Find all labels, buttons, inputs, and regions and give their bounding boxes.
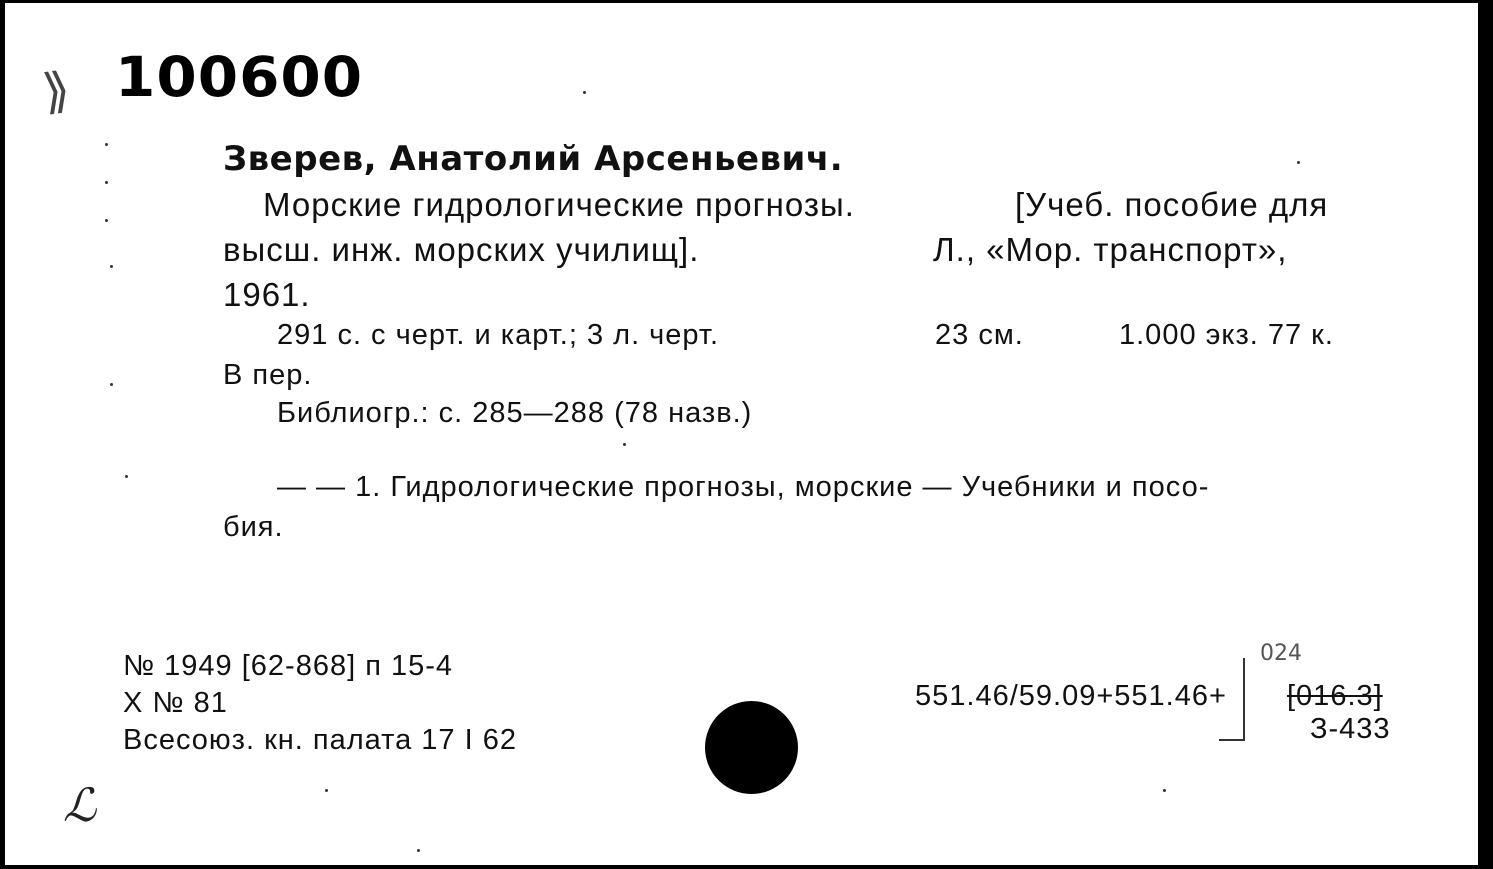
binding: В пер. — [223, 359, 313, 391]
pages: 291 с. с черт. и карт.; 3 л. черт. — [277, 319, 720, 351]
publisher: Л., «Мор. транспорт», — [933, 231, 1288, 268]
speck — [105, 181, 108, 184]
subject-line1: — — 1. Гидрологические прогнозы, морские — Учебники и посо- — [277, 471, 1210, 503]
speck — [417, 849, 420, 852]
year: 1961. — [223, 276, 311, 313]
speck — [325, 789, 328, 792]
handwritten-mark-icon: ⟫ — [39, 61, 74, 121]
udc-corrected: [016.3] — [1287, 680, 1383, 712]
footer-line1: № 1949 [62-868] п 15-4 — [123, 650, 454, 682]
copies-price: 1.000 экз. 77 к. — [1119, 319, 1334, 351]
speck — [105, 219, 108, 222]
speck — [1163, 789, 1166, 792]
speck — [110, 265, 113, 268]
speck — [623, 443, 626, 446]
speck — [1297, 161, 1300, 164]
size: 23 см. — [935, 319, 1024, 351]
bibliography: Библиогр.: с. 285—288 (78 назв.) — [277, 397, 753, 429]
accession-number: 100600 — [115, 44, 364, 110]
bracket-mark-base — [1219, 739, 1245, 741]
bracket-mark — [1243, 658, 1245, 740]
speck — [105, 143, 108, 146]
card-edge — [1478, 0, 1493, 869]
footer-line3: Всесоюз. кн. палата 17 I 62 — [123, 724, 517, 756]
handwritten-mark-bottom-icon: ℒ — [63, 778, 97, 832]
udc-classification: 551.46/59.09+551.46+ — [915, 680, 1227, 712]
catalog-card — [5, 3, 1478, 865]
footer-line2: X № 81 — [123, 687, 228, 719]
speck — [583, 91, 586, 94]
title-part3: высш. инж. морских училищ]. — [223, 231, 700, 268]
shelf-mark: З-433 — [1310, 713, 1391, 745]
speck — [125, 475, 128, 478]
punch-hole — [705, 701, 798, 794]
title-part1: Морские гидрологические прогнозы. — [263, 186, 855, 223]
title-part2: [Учеб. пособие для — [1015, 186, 1329, 223]
speck — [110, 383, 113, 386]
author: Зверев, Анатолий Арсеньевич. — [223, 139, 844, 179]
udc-handwritten: 024 — [1260, 641, 1302, 666]
subject-line2: бия. — [223, 511, 284, 543]
